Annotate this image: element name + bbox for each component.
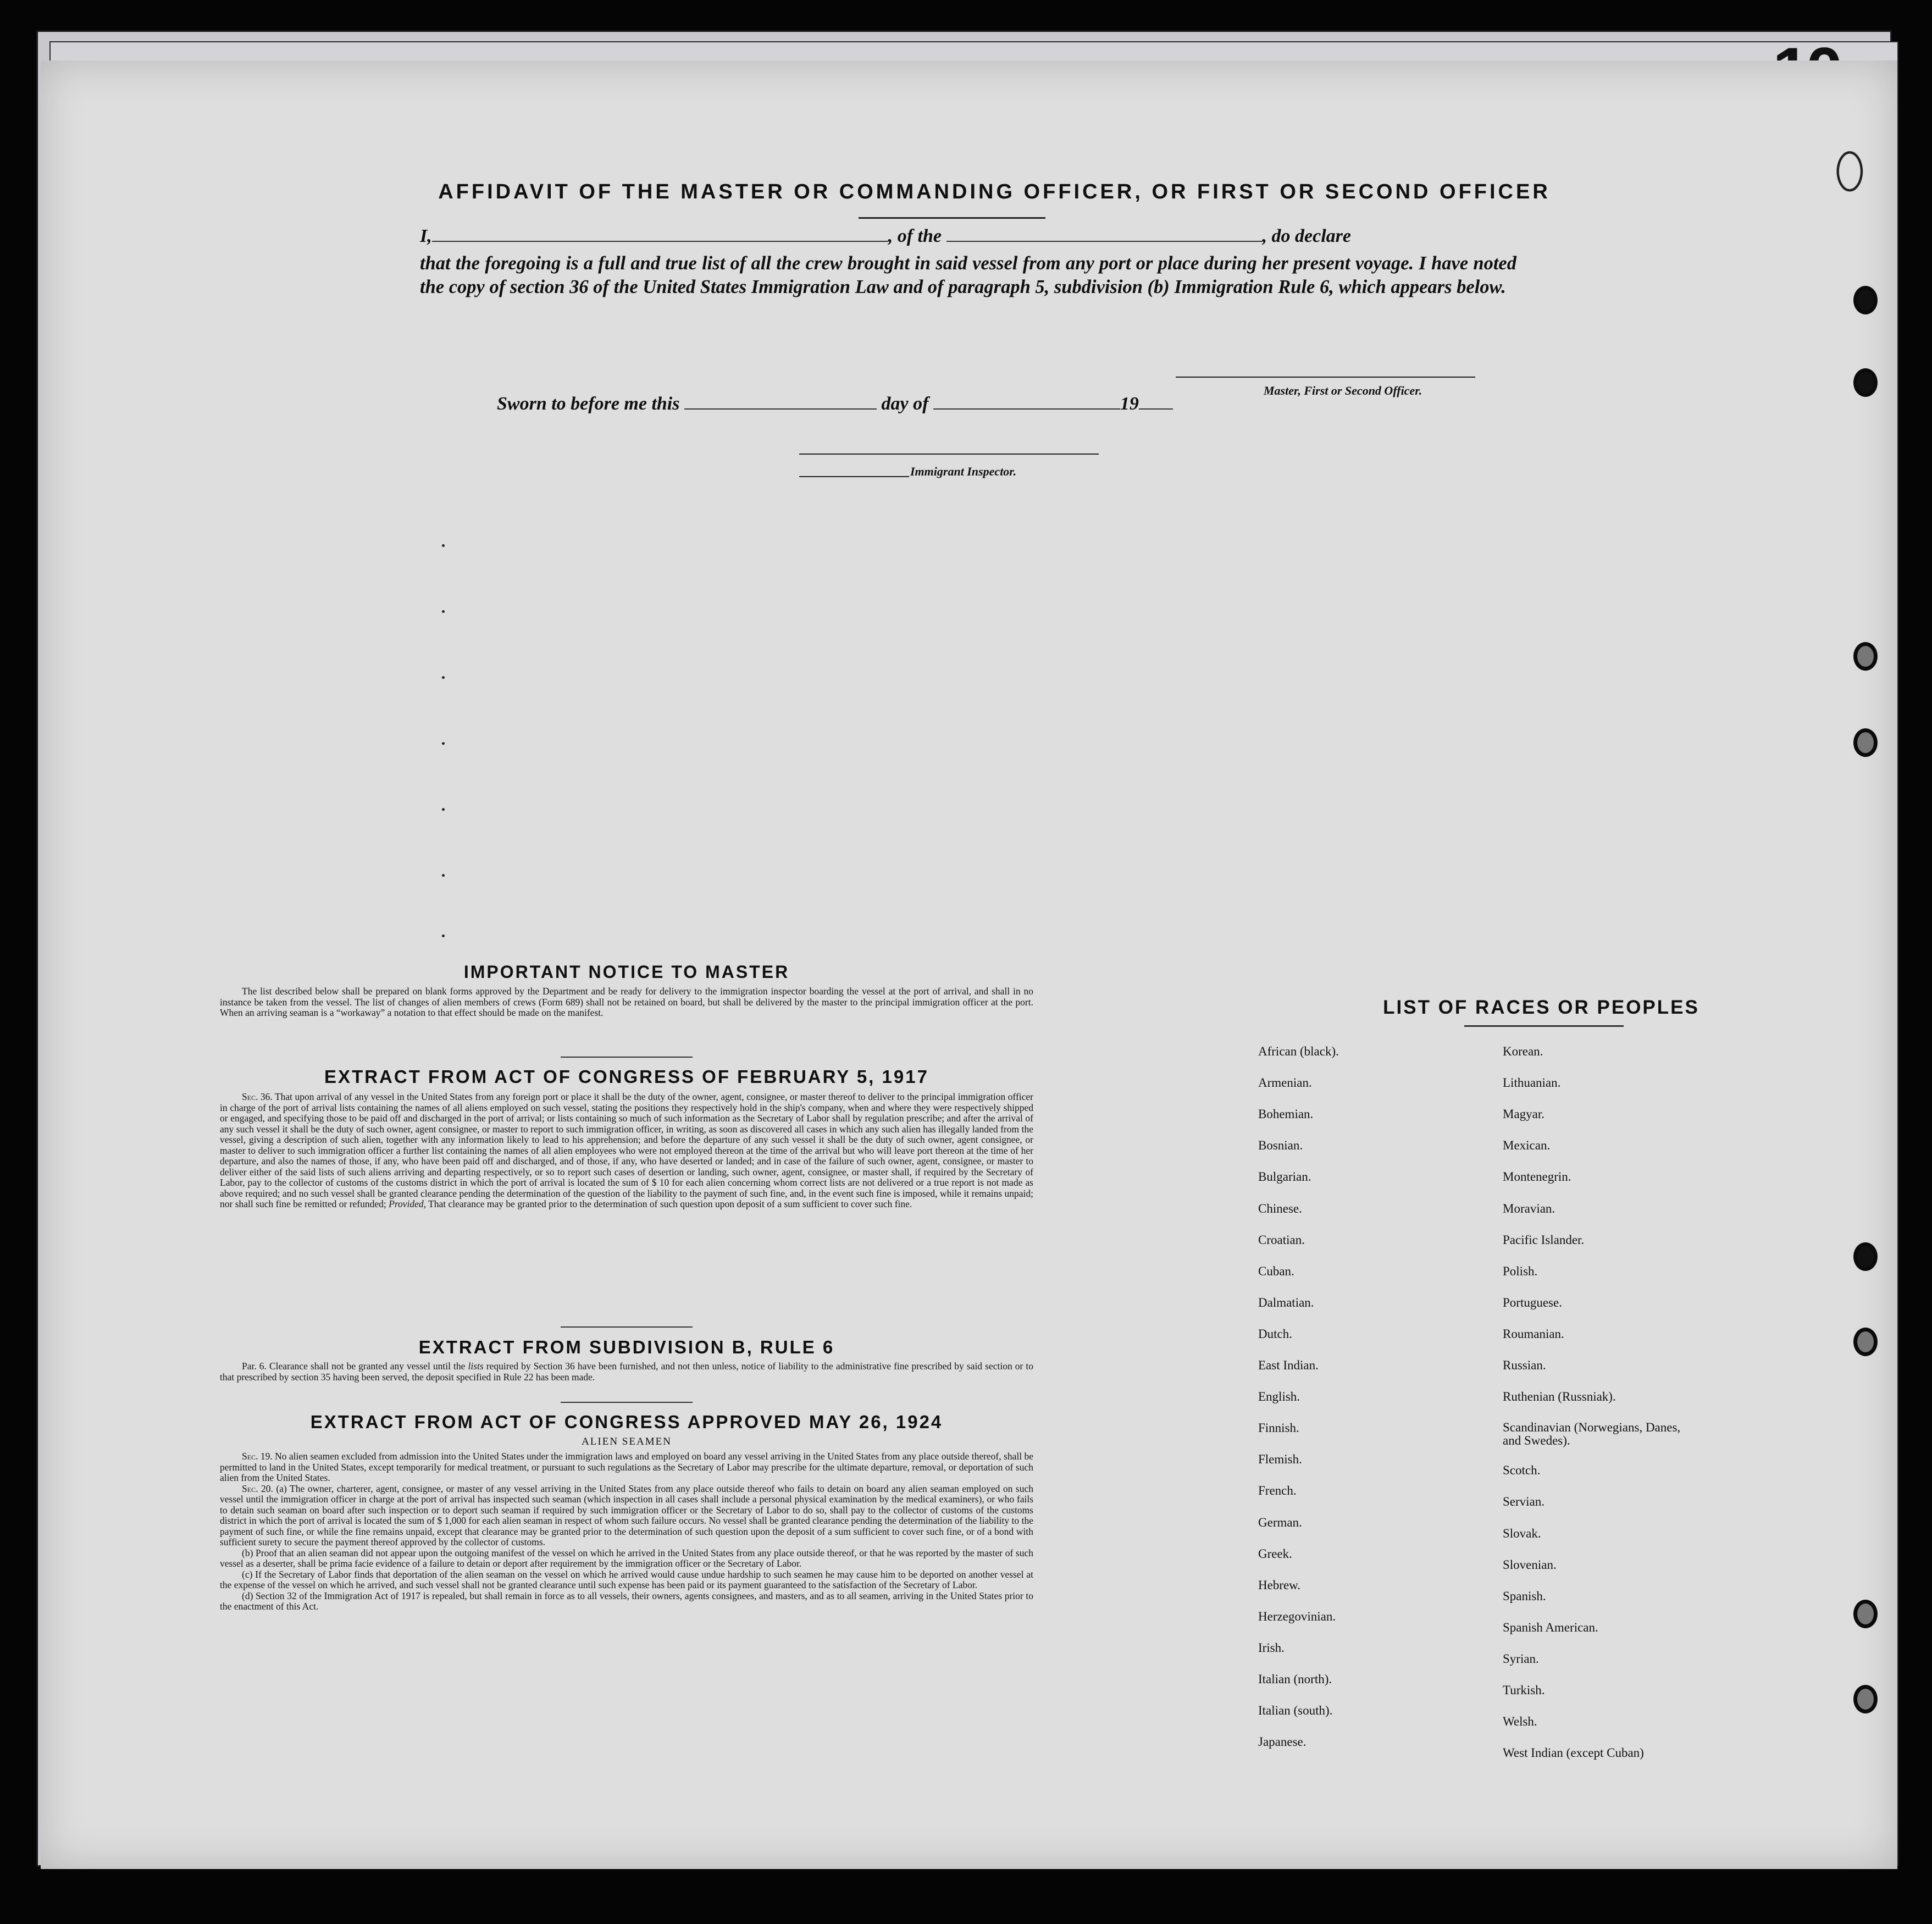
race-item: Portuguese. (1503, 1296, 1562, 1309)
section-36-text: That upon arrival of any vessel in the United States from any foreign port or place it shall be the duty of the owner, agent, consignee, or master thereof to deliver to the principal immigration officer in charge of the port of arrival lists containing the names of all aliens employed on such vessel, stating the positions they respectively hold in the ship's company, when and where they were respectively shipped or engaged, and specifying those to be paid off and discharged in the port of arrival; or lists containing so much of such information as the Secretary of Labor shall by regulation prescribe; and after the arrival of any such vessel it shall be the duty of such owner, agent consignee, or master to report to such immigration officer, in writing, as soon as discovered all cases in which any such alien has illegally landed from the vessel, giving a description of such alien, together with any information likely to lead to his apprehension; and before the departure of any such vessel it shall be the duty of such owner, agent consignee, or master to deliver to such immigration officer a further list containing the names of all alien employees who were not employed thereon at the time of the arrival but who will leave port thereon at the time of her departure, and also the names of those, if any, who have been paid off and discharged, and of those, if any, who have deserted or landed; and in case of the failure of such owner, agent, consignee, or master to deliver either of the said lists of such aliens arriving and departing respectively, or so to report such cases of desertion or landing, such owner, agent, consignee, or master shall, if required by the Secretary of Labor, pay to the collector of customs of the customs district in which the port of arrival is located the sum of $ 10 for each alien concerning whom correct lists are not delivered or a true report is not made as above required; and no such vessel shall be granted clearance pending the determination of the question of the liability to the payment of such fine, and, in the event such fine is imposed, while it remains unpaid; nor shall such fine be remitted or refunded; (220, 1091, 1033, 1209)
race-item: Russian. (1503, 1358, 1546, 1372)
margin-dot (442, 935, 445, 937)
race-item: Slovenian. (1503, 1558, 1557, 1572)
race-item: Pacific Islander. (1503, 1233, 1585, 1247)
race-item: Roumanian. (1503, 1327, 1564, 1341)
extract-rule6-text (220, 1361, 1033, 1383)
extract-1917-title: EXTRACT FROM ACT OF CONGRESS OF FEBRUARY 5, 1917 (324, 1066, 929, 1087)
of-the-label: , of the (888, 226, 942, 246)
sworn-line (497, 393, 1173, 414)
margin-dot (442, 610, 445, 613)
master-signature-field[interactable] (1176, 377, 1475, 378)
title-underline (859, 217, 1045, 219)
section-divider (561, 1402, 693, 1403)
race-item: Dalmatian. (1258, 1296, 1314, 1309)
race-item: East Indian. (1258, 1358, 1319, 1372)
sec20-label: Sec. 20. (242, 1483, 273, 1494)
notice-text (220, 986, 1033, 1019)
section-label: Sec. 36. (242, 1091, 273, 1102)
race-item: West Indian (except Cuban) (1503, 1746, 1644, 1760)
margin-dot (442, 676, 445, 679)
notice-title: IMPORTANT NOTICE TO MASTER (463, 962, 790, 982)
binder-hole-icon (1853, 1328, 1878, 1356)
binder-hole-icon (1853, 1600, 1878, 1628)
race-item: Armenian. (1258, 1076, 1312, 1090)
sworn-label: Sworn to before me this (497, 394, 680, 414)
master-signature-caption: Master, First or Second Officer. (1264, 384, 1422, 397)
race-item: Spanish. (1503, 1589, 1546, 1603)
race-item: Flemish. (1258, 1452, 1302, 1466)
inspector-signature-field[interactable] (799, 454, 1099, 455)
sec20d-text: (d) Section 32 of the Immigration Act of 1917 is repealed, but shall remain in force as to all vessels, their owners, agents consignees, and masters, and as to all seamen, arriving in the United States prior to the enactment of this Act. (220, 1590, 1033, 1612)
race-item: Ruthenian (Russniak). (1503, 1390, 1616, 1403)
race-item: Moravian. (1503, 1202, 1555, 1215)
affidavit-line-1 (420, 225, 1351, 247)
margin-dot (442, 808, 445, 811)
race-item: Bohemian. (1258, 1107, 1314, 1121)
race-item: Greek. (1258, 1547, 1292, 1561)
sworn-day-field[interactable] (684, 393, 877, 410)
sworn-month-field[interactable] (933, 393, 1120, 410)
rule6-lists: lists (468, 1361, 484, 1372)
binder-hole-icon (1853, 728, 1878, 757)
inspector-rule (799, 476, 909, 477)
race-item: Polish. (1503, 1264, 1538, 1278)
race-item: Finnish. (1258, 1421, 1299, 1435)
race-item: Hebrew. (1258, 1578, 1301, 1592)
race-item: Bosnian. (1258, 1138, 1303, 1152)
notice-paragraph: The list described below shall be prepared on blank forms approved by the Department and be ready for delivery to the immigration inspector boarding the vessel at the port of arrival, and shall in no instance be taken from the vessel. The list of changes of alien members of crews (Form 689) shall not be retained on board, but shall be delivered by the master to the principal immigration officer at the port. When an arriving seaman is a “workaway” a notation to that effect should be made on the manifest. (220, 986, 1033, 1018)
declarant-name-field[interactable] (432, 225, 888, 242)
binder-hole-icon (1853, 1685, 1878, 1713)
sec20b-text: (b) Proof that an alien seaman did not appear upon the outgoing manifest of the vessel on which he arrived in the United States from any place outside thereof, or that he was reported by the master of such vessel as a deserter, shall be prima facie evidence of a failure to detain or deport after requirement by the immigration officer or the Secretary of Labor. (220, 1547, 1033, 1569)
race-item: Slovak. (1503, 1527, 1541, 1540)
race-item: Italian (south). (1258, 1704, 1333, 1717)
races-title: LIST OF RACES OR PEOPLES (1383, 997, 1700, 1018)
race-item: English. (1258, 1390, 1300, 1403)
sworn-year-field[interactable] (1139, 393, 1173, 410)
section-divider (561, 1057, 693, 1058)
binder-hole-icon (1853, 368, 1878, 397)
race-item: Servian. (1503, 1495, 1545, 1508)
margin-dot (442, 544, 445, 547)
extract-1924-text (220, 1451, 1033, 1612)
race-item: Bulgarian. (1258, 1170, 1311, 1184)
proviso-text: That clearance may be granted prior to the determination of such question upon deposit of a sum sufficient to cover such fine. (428, 1198, 912, 1209)
extract-1924-subtitle: ALIEN SEAMEN (582, 1436, 672, 1447)
race-item: Irish. (1258, 1641, 1285, 1655)
race-item: French. (1258, 1484, 1297, 1497)
race-item: Scotch. (1503, 1463, 1541, 1477)
race-item: German. (1258, 1516, 1302, 1529)
extract-rule6-title: EXTRACT FROM SUBDIVISION B, RULE 6 (418, 1337, 835, 1357)
sec19-label: Sec. 19. (242, 1451, 273, 1462)
affidavit-body: that the foregoing is a full and true list of all the crew brought in said vessel from any port or place during her present voyage. I have noted the copy of section 36 of the United States Immigration Law and of paragraph 5, subdivision (b) Immigration Rule 6, which appears below. (420, 253, 1516, 297)
do-declare-label: , do declare (1262, 226, 1351, 246)
torn-hole-icon: ⬯ (1834, 142, 1865, 200)
vessel-name-field[interactable] (946, 225, 1263, 242)
margin-dot (442, 742, 445, 745)
race-item: Scandinavian (Norwegians, Danes, and Swedes). (1503, 1420, 1681, 1447)
form-page (41, 60, 1897, 1869)
section-divider (561, 1326, 693, 1328)
race-item: Japanese. (1258, 1735, 1307, 1749)
declarant-label: I, (420, 226, 432, 246)
race-item: Welsh. (1503, 1715, 1537, 1728)
race-item: Chinese. (1258, 1202, 1302, 1215)
race-item: Lithuanian. (1503, 1076, 1561, 1090)
race-item: Spanish American. (1503, 1621, 1598, 1634)
inspector-caption: Immigrant Inspector. (910, 465, 1017, 478)
day-of-label: day of (881, 394, 929, 414)
race-item: Korean. (1503, 1044, 1543, 1058)
proviso-label: Provided, (389, 1198, 426, 1209)
binder-hole-icon (1853, 642, 1878, 671)
race-item: Mexican. (1503, 1138, 1551, 1152)
race-item: Croatian. (1258, 1233, 1305, 1247)
race-item: Cuban. (1258, 1264, 1294, 1278)
extract-1924-title: EXTRACT FROM ACT OF CONGRESS APPROVED MAY 26, 1924 (310, 1412, 943, 1432)
race-item: Syrian. (1503, 1652, 1539, 1666)
race-item: Magyar. (1503, 1107, 1545, 1121)
binder-hole-icon (1853, 1242, 1878, 1271)
race-item: Italian (north). (1258, 1672, 1332, 1686)
race-item: African (black). (1258, 1044, 1339, 1058)
sec19-text: No alien seamen excluded from admission into the United States under the immigration laws and employed on board any vessel arriving in the United States from any place outside thereof, shall be permitted to land in the United States, except temporarily for medical treatment, or pursuant to such regulations as the Secretary of Labor may prescribe for the ultimate departure, removal, or deportation of such alien from the United States. (220, 1451, 1033, 1483)
sec20a-text: (a) The owner, charterer, agent, consignee, or master of any vessel arriving in the United States from any place outside thereof who fails to detain on board any alien seaman employed on such vessel until the immigration officer in charge at the port of arrival has inspected such seaman (which inspection in all cases shall include a personal physical examination by the medical examiners), or who fails to detain such seaman on board after such inspection or to deport such seaman if required by such immigration officer or the Secretary of Labor to do so, shall pay to the collector of customs of the customs district in which the port of arrival is located the sum of $ 1,000 for each alien seaman in respect of whom such failure occurs. No vessel shall be granted clearance pending the determination of the liability to the payment of such fine, or while the fine remains unpaid, except that clearance may be granted prior to the determination of such question upon the deposit of a sum sufficient to cover such fine, or of a bond with sufficient surety to secure the payment thereof approved by the collector of customs. (220, 1483, 1033, 1547)
affidavit-title: AFFIDAVIT OF THE MASTER OR COMMANDING OFFICER, OR FIRST OR SECOND OFFICER (438, 180, 1551, 203)
rule6-text-a: Par. 6. Clearance shall not be granted any vessel until the (242, 1361, 466, 1372)
margin-dot (442, 874, 445, 877)
race-item: Herzegovinian. (1258, 1610, 1336, 1623)
race-item: Dutch. (1258, 1327, 1292, 1341)
races-title-underline (1464, 1025, 1624, 1027)
binder-hole-icon (1853, 286, 1878, 314)
year-prefix-label: 19 (1120, 394, 1139, 414)
extract-1917-text (220, 1092, 1033, 1210)
race-item: Montenegrin. (1503, 1170, 1571, 1184)
sec20c-text: (c) If the Secretary of Labor finds that deportation of the alien seaman on the vessel on which he arrived would cause undue hardship to such seamen he may cause him to be deported on another vessel at the expense of the vessel on which he arrived, and such vessel shall not be granted clearance until such expense has been paid or its payment guaranteed to the satisfaction of the Secretary of Labor. (220, 1568, 1033, 1590)
rule6-text-b: required by Section 36 have been furnished, and not then unless, notice of liability to the administrative fine prescribed by said section or to that prescribed by section 35 having been served, the deposit specified in Rule 22 has been made. (220, 1361, 1034, 1383)
race-item: Turkish. (1503, 1683, 1545, 1697)
